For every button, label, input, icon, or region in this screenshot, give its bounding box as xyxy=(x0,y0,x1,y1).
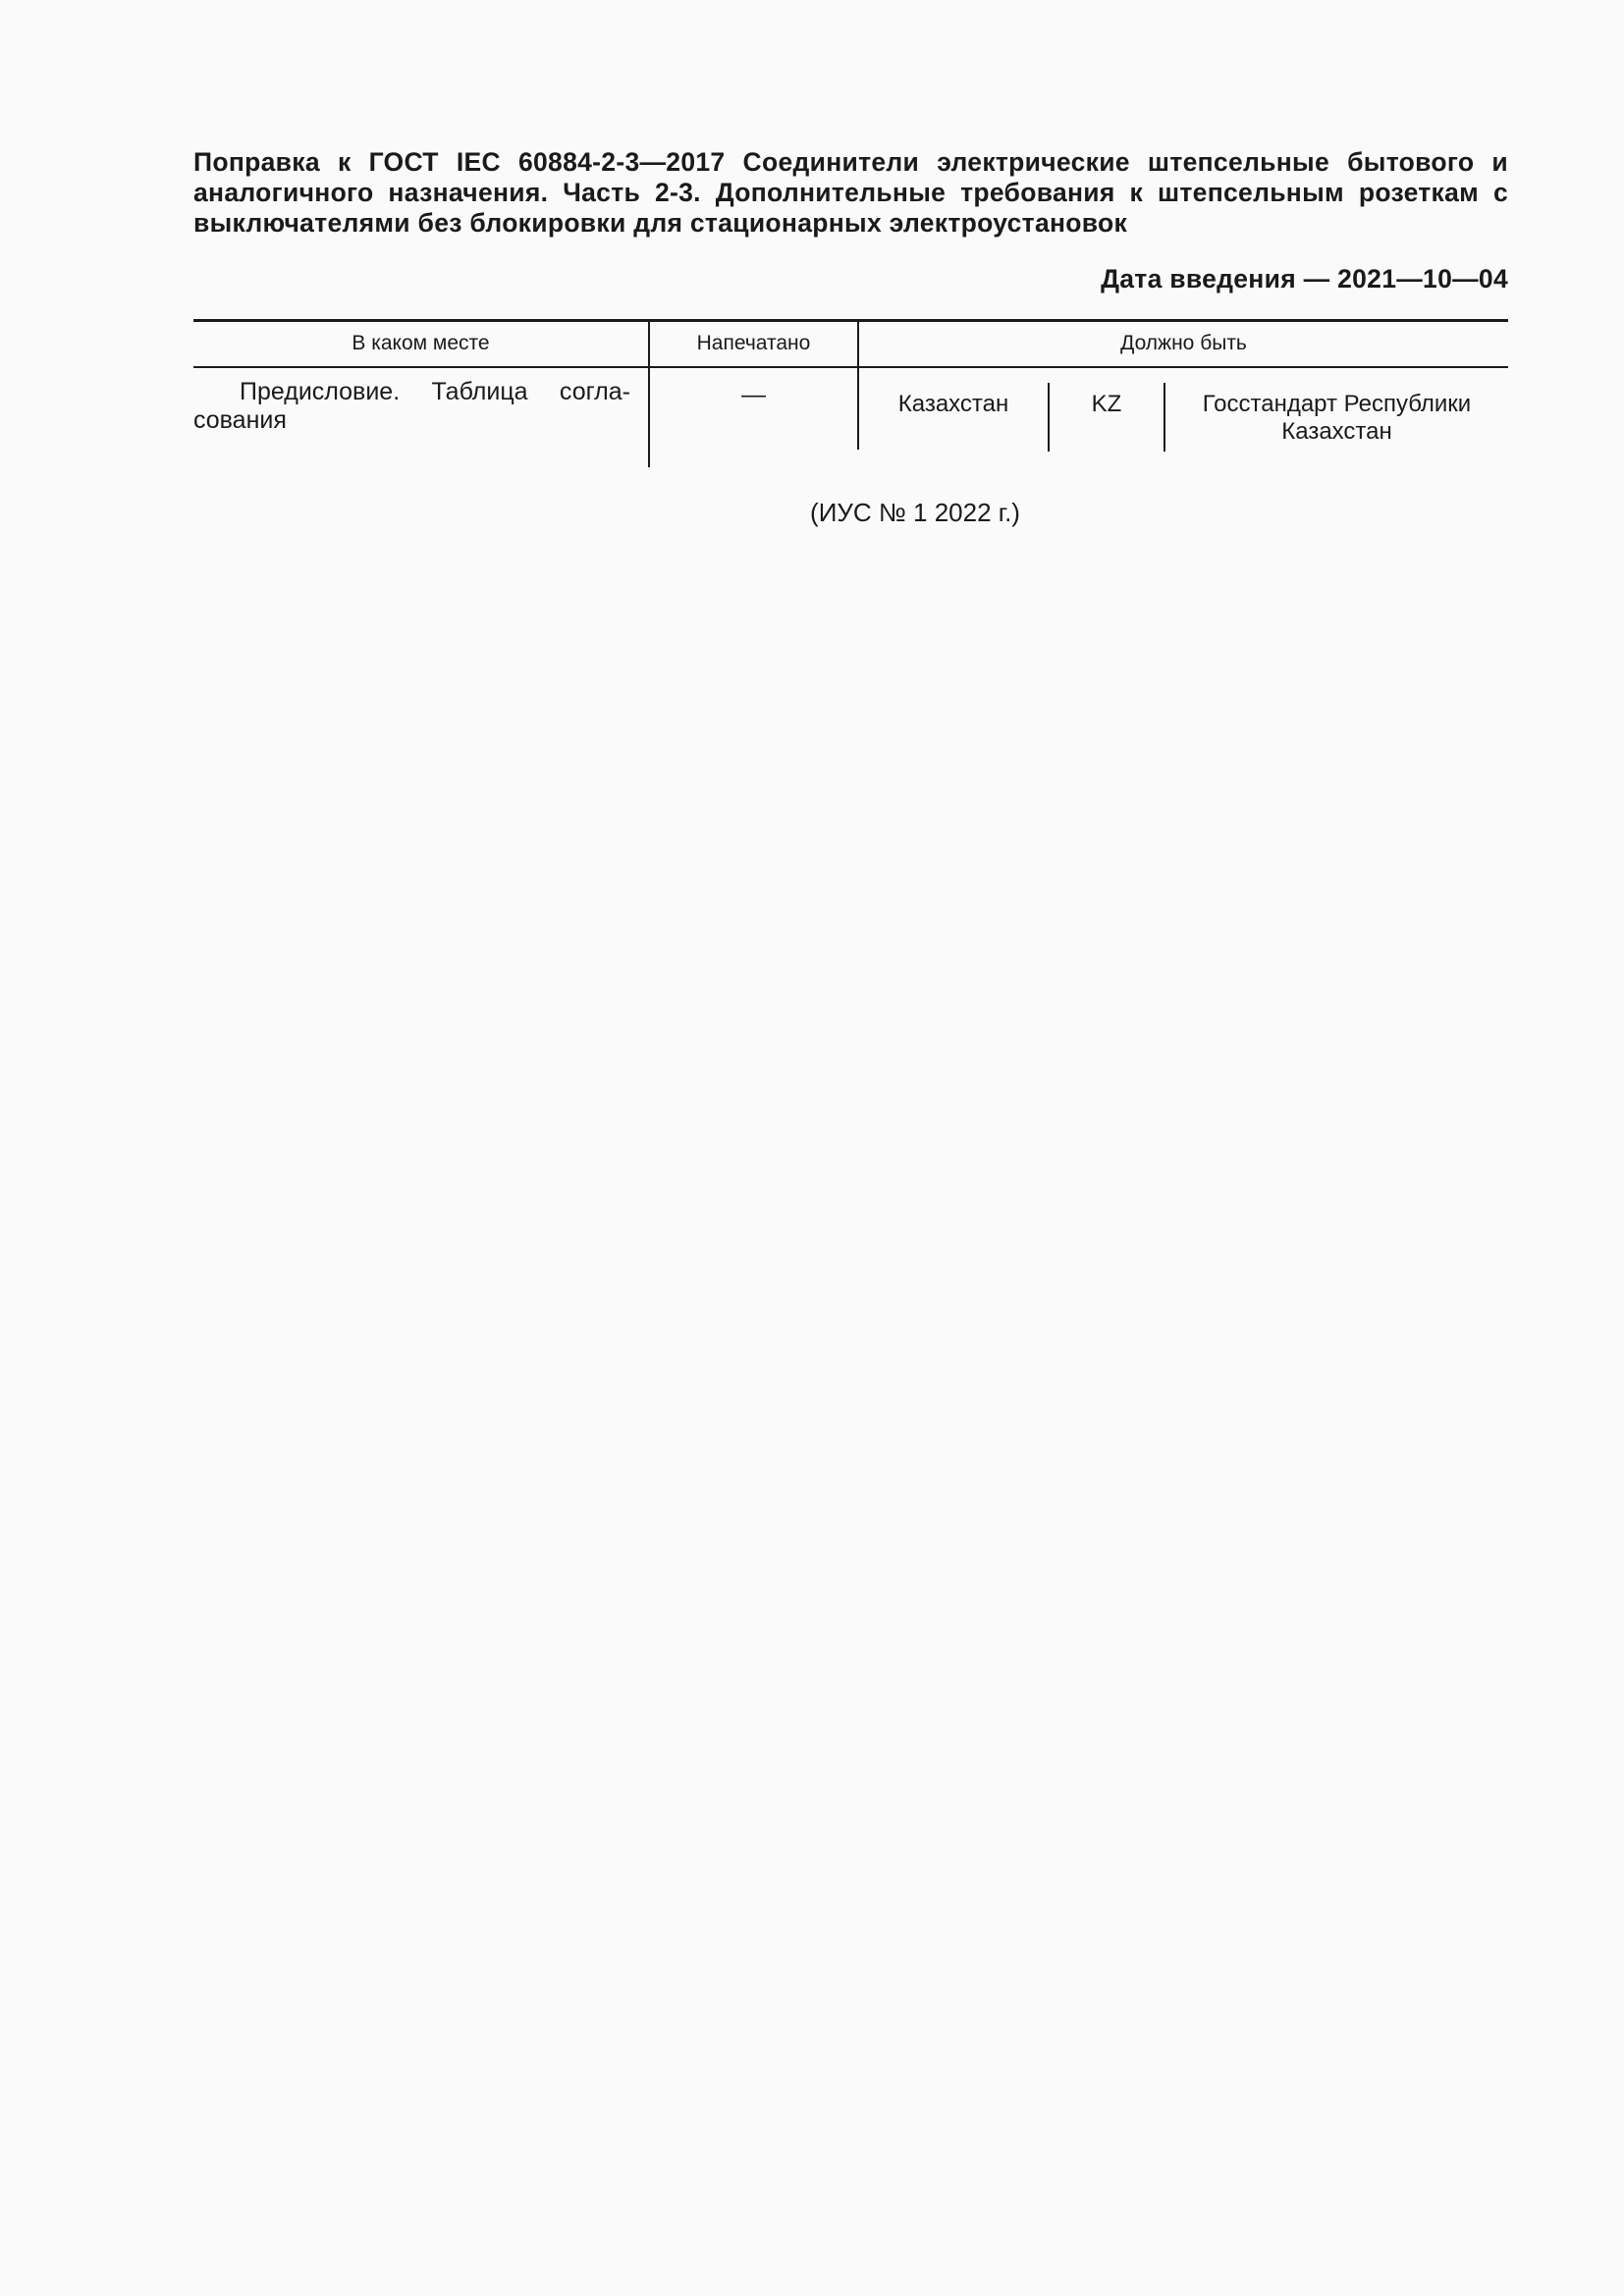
title-text: Поправка к ГОСТ IEC 60884-2-3—2017 Соединители электрические штепсельные бытового и аналогичного назначения. Часть 2-3. Дополнительные требования к штепсельным розеткам с выключателями без блокировки для стационарных электроустановок xyxy=(193,147,1508,238)
row-agency-line1: Госстандарт Республики xyxy=(1202,391,1472,417)
row-agency-line2: Казахстан xyxy=(1281,418,1392,445)
row-printed: — xyxy=(741,381,766,408)
header-where: В каком месте xyxy=(352,332,490,354)
table-header-rule xyxy=(193,366,1508,368)
row-country-code: KZ xyxy=(1091,391,1122,417)
header-should-be: Должно быть xyxy=(1120,332,1247,354)
table-top-rule xyxy=(193,319,1508,322)
effective-date: Дата введения — 2021—10—04 xyxy=(1101,264,1508,294)
row-where: Предисловие. Таблица согла-сования xyxy=(193,378,630,434)
document-title xyxy=(193,147,1508,239)
header-printed: Напечатано xyxy=(696,332,811,354)
row-country: Казахстан xyxy=(897,391,1009,417)
issue-reference: (ИУС № 1 2022 г.) xyxy=(810,498,1020,527)
